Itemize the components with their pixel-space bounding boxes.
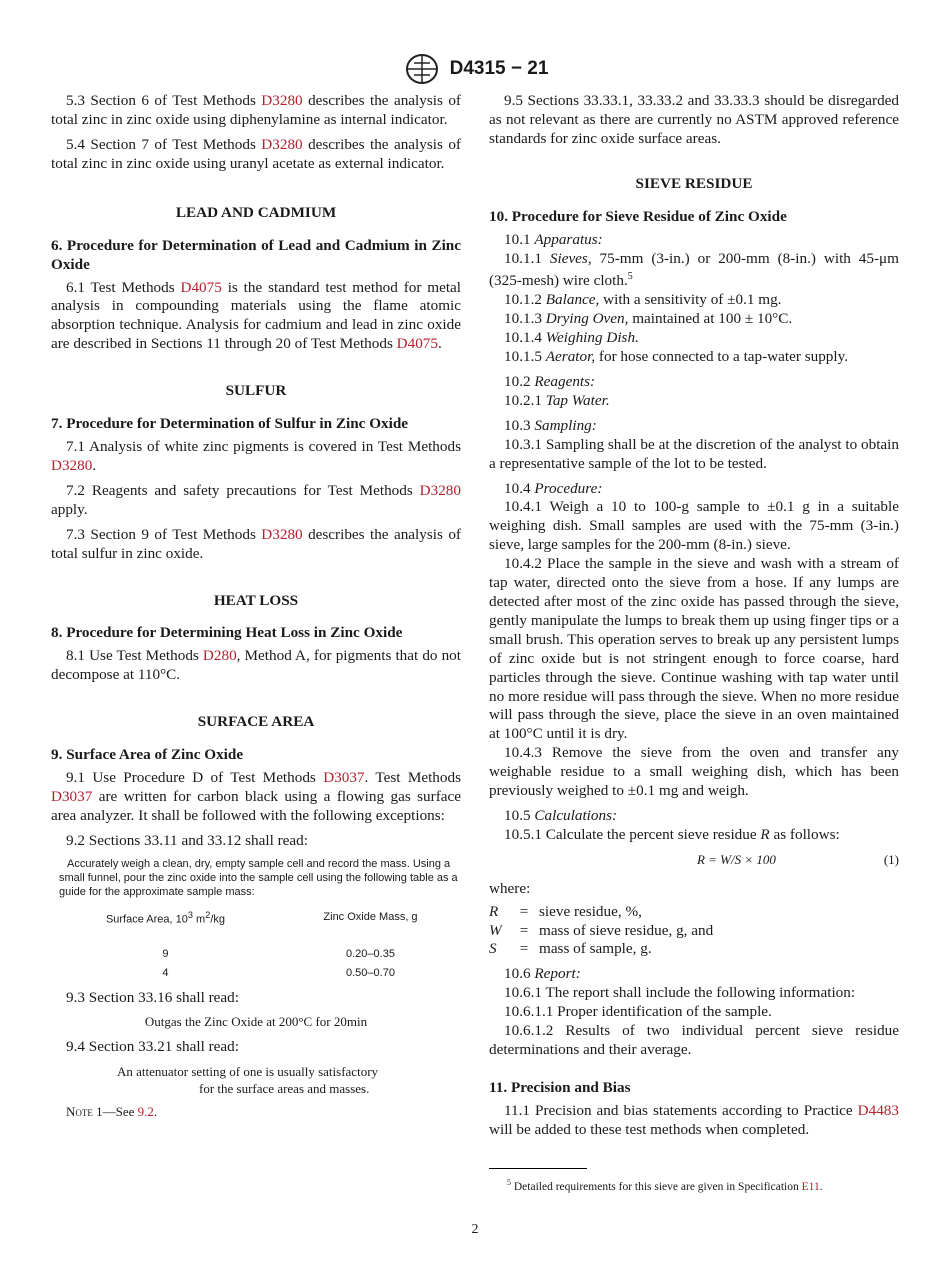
paragraph-10-3-1: 10.3.1 Sampling shall be at the discretion of the analyst to obtain a representative sample of the lot to be tested. bbox=[489, 435, 899, 472]
paragraph-10-6-1-2: 10.6.1.2 Results of two individual percent sieve residue determinations and their average. bbox=[489, 1022, 899, 1058]
quote-9-4: An attenuator setting of one is usually satisfactory for the surface areas and masses. bbox=[117, 1064, 379, 1097]
footnote-5: $^5$ Detailed requirements for this sieve are given in Specification E11. bbox=[507, 1178, 823, 1193]
table-cell: 4 bbox=[162, 966, 169, 979]
paragraph-6-1: 6.1 Test Methods D4075 is the standard test method for metal analysis in compounding materials using the flame atomic absorption technique. Analysis for cadmium and lead in zinc oxide are described in Sections 11 through 20 of Test Methods D4075. bbox=[51, 278, 461, 353]
page-header bbox=[0, 54, 950, 84]
equation-formula: R = W/S × 100 bbox=[696, 851, 776, 867]
paragraph-10-1-3: 10.1.3 Drying Oven, maintained at 100 ± 10°C. bbox=[504, 310, 793, 328]
paragraph-10-6-1: 10.6.1 The report shall include the following information: bbox=[504, 984, 856, 1002]
link-d4075[interactable]: D4075 bbox=[396, 335, 438, 353]
right-column bbox=[489, 92, 899, 1146]
table-header-mass: Zinc Oxide Mass, g bbox=[323, 911, 418, 924]
quote-9-2: Accurately weigh a clean, dry, empty sample cell and record the mass. Using a small funnel, pour the zinc oxide into the sample cell using the following table as a guide for the approximate sample mass: bbox=[59, 857, 458, 898]
paragraph-10-1-1: 10.1.1 Sieves, 75-mm (3-in.) or 200-mm (8-in.) with 45-μm (325-mesh) wire cloth.$^5$ bbox=[489, 249, 899, 290]
note-1: Note 1—See 9.2. bbox=[66, 1104, 158, 1120]
where-label: where: bbox=[489, 879, 531, 897]
paragraph-9-1: 9.1 Use Procedure D of Test Methods D3037. Test Methods D3037 are written for carbon black using a flowing gas surface area analyzer. It shall be followed with the following exceptions: bbox=[51, 769, 461, 824]
paragraph-10-4-1: 10.4.1 Weigh a 10 to 100-g sample to ±0.1 g in a suitable weighing dish. Small samples are used with the 75-mm (3-in.) sieve, large samples for the 200-mm (8-in.) sieve. bbox=[489, 498, 899, 554]
where-item: S = mass of sample, g. bbox=[489, 940, 652, 958]
section-heading-sulfur: SULFUR bbox=[225, 382, 287, 400]
table-header-row bbox=[51, 905, 461, 931]
heading-6: 6. Procedure for Determination of Lead and Cadmium in Zinc Oxide bbox=[51, 236, 461, 273]
quote-9-3: Outgas the Zinc Oxide at 200°C for 20min bbox=[144, 1014, 368, 1030]
link-d3280[interactable]: D3280 bbox=[261, 135, 303, 153]
where-item: W = mass of sieve residue, g, and bbox=[489, 921, 714, 939]
footnote-divider bbox=[489, 1168, 587, 1169]
table-row bbox=[51, 964, 461, 983]
where-item: R = sieve residue, %, bbox=[489, 902, 642, 920]
section-heading-sieve-residue: SIEVE RESIDUE bbox=[635, 174, 753, 192]
paragraph-10-4-3: 10.4.3 Remove the sieve from the oven and transfer any weighable residue to a small weighing dish, which has been previously weighed to ±0.1 mg and weigh. bbox=[489, 744, 899, 800]
paragraph-10-2-1: 10.2.1 Tap Water. bbox=[504, 391, 610, 409]
paragraph-10-6: 10.6 Report: bbox=[504, 965, 581, 983]
heading-11: 11. Precision and Bias bbox=[489, 1078, 631, 1096]
link-d3280[interactable]: D3280 bbox=[261, 525, 303, 543]
equation-number: (1) bbox=[883, 851, 899, 867]
paragraph-7-3: 7.3 Section 9 of Test Methods D3280 describes the analysis of total sulfur in zinc oxide. bbox=[51, 525, 461, 562]
paragraph-7-2: 7.2 Reagents and safety precautions for Test Methods D3280 apply. bbox=[51, 481, 461, 518]
link-d3280[interactable]: D3280 bbox=[51, 456, 93, 474]
heading-9: 9. Surface Area of Zinc Oxide bbox=[51, 746, 244, 764]
paragraph-7-1: 7.1 Analysis of white zinc pigments is covered in Test Methods D3280. bbox=[51, 438, 461, 474]
paragraph-5-3: 5.3 Section 6 of Test Methods D3280 describes the analysis of total zinc in zinc oxide using diphenylamine as internal indicator. bbox=[51, 92, 461, 128]
paragraph-9-5: 9.5 Sections 33.33.1, 33.33.2 and 33.33.3 should be disregarded as not relevant as there are currently no ASTM approved reference standards for zinc oxide surface areas. bbox=[489, 92, 899, 147]
astm-logo-icon bbox=[402, 54, 442, 84]
paragraph-10-1: 10.1 Apparatus: bbox=[504, 230, 603, 248]
link-d4075[interactable]: D4075 bbox=[180, 278, 222, 296]
link-e11[interactable]: E11 bbox=[801, 1180, 820, 1193]
paragraph-10-1-5: 10.1.5 Aerator, for hose connected to a tap-water supply. bbox=[504, 348, 849, 366]
paragraph-5-4: 5.4 Section 7 of Test Methods D3280 describes the analysis of total zinc in zinc oxide using uranyl acetate as external indicator. bbox=[51, 135, 461, 172]
table-header-surface-area: Surface Area, $10^3$ $m^2/kg$ bbox=[105, 909, 225, 926]
heading-10: 10. Procedure for Sieve Residue of Zinc Oxide bbox=[489, 207, 787, 225]
paragraph-10-2: 10.2 Reagents: bbox=[504, 373, 596, 391]
paragraph-9-2: 9.2 Sections 33.11 and 33.12 shall read: bbox=[66, 831, 308, 849]
link-d4483[interactable]: D4483 bbox=[857, 1101, 899, 1119]
link-d3280[interactable]: D3280 bbox=[419, 481, 461, 499]
link-d280[interactable]: D280 bbox=[202, 647, 237, 665]
table-cell: 9 bbox=[162, 947, 169, 960]
paragraph-11-1: 11.1 Precision and bias statements according to Practice D4483 will be added to these test methods when completed. bbox=[489, 1101, 899, 1138]
paragraph-10-6-1-1: 10.6.1.1 Proper identification of the sample. bbox=[504, 1003, 772, 1021]
section-heading-surface-area: SURFACE AREA bbox=[197, 713, 315, 731]
section-heading-lead-cadmium: LEAD AND CADMIUM bbox=[175, 203, 337, 221]
paragraph-10-4-2: 10.4.2 Place the sample in the sieve and wash with a stream of tap water, directed onto the sieve from a hose. If any lumps are detected after most of the zinc oxide has passed through the sieve, gently manipulate the lumps to break them up using finger tips or a small brush. This operation serves to break up any persistent lumps of zinc oxide but is not stringent enough to force coarse, hard particles through the sieve. Continue washing with tap water until no more residue will pass through the sieve. When no more residue will pass through the sieve, place the sieve in an oven maintained at 100°C until it is dry. bbox=[489, 555, 899, 743]
table-cell: 0.20–0.35 bbox=[346, 947, 395, 960]
paragraph-8-1: 8.1 Use Test Methods D280, Method A, for pigments that do not decompose at 110°C. bbox=[51, 647, 461, 684]
link-d3280[interactable]: D3280 bbox=[261, 92, 303, 109]
paragraph-9-4: 9.4 Section 33.21 shall read: bbox=[66, 1038, 239, 1056]
where-list bbox=[489, 903, 899, 960]
document-id: D4315 − 21 bbox=[449, 58, 549, 79]
section-heading-heat-loss: HEAT LOSS bbox=[213, 591, 299, 609]
heading-7: 7. Procedure for Determination of Sulfur in Zinc Oxide bbox=[51, 415, 409, 433]
link-9-2[interactable]: 9.2 bbox=[137, 1104, 154, 1120]
surface-area-table bbox=[51, 905, 461, 983]
left-column bbox=[51, 92, 461, 1122]
link-d3037[interactable]: D3037 bbox=[51, 788, 93, 806]
paragraph-10-5: 10.5 Calculations: bbox=[504, 806, 618, 824]
paragraph-10-1-4: 10.1.4 Weighing Dish. bbox=[504, 329, 639, 347]
table-row bbox=[51, 945, 461, 964]
equation-1 bbox=[489, 851, 899, 870]
paragraph-10-3: 10.3 Sampling: bbox=[504, 416, 597, 434]
link-d3037[interactable]: D3037 bbox=[323, 769, 365, 787]
paragraph-9-3: 9.3 Section 33.16 shall read: bbox=[66, 988, 239, 1006]
page-number: 2 bbox=[471, 1222, 479, 1237]
paragraph-10-5-1: 10.5.1 Calculate the percent sieve residue R as follows: bbox=[504, 825, 840, 843]
heading-8: 8. Procedure for Determining Heat Loss in Zinc Oxide bbox=[51, 624, 403, 642]
table-cell: 0.50–0.70 bbox=[346, 966, 395, 979]
paragraph-10-1-2: 10.1.2 Balance, with a sensitivity of ±0.1 mg. bbox=[504, 291, 782, 309]
paragraph-10-4: 10.4 Procedure: bbox=[504, 479, 603, 497]
